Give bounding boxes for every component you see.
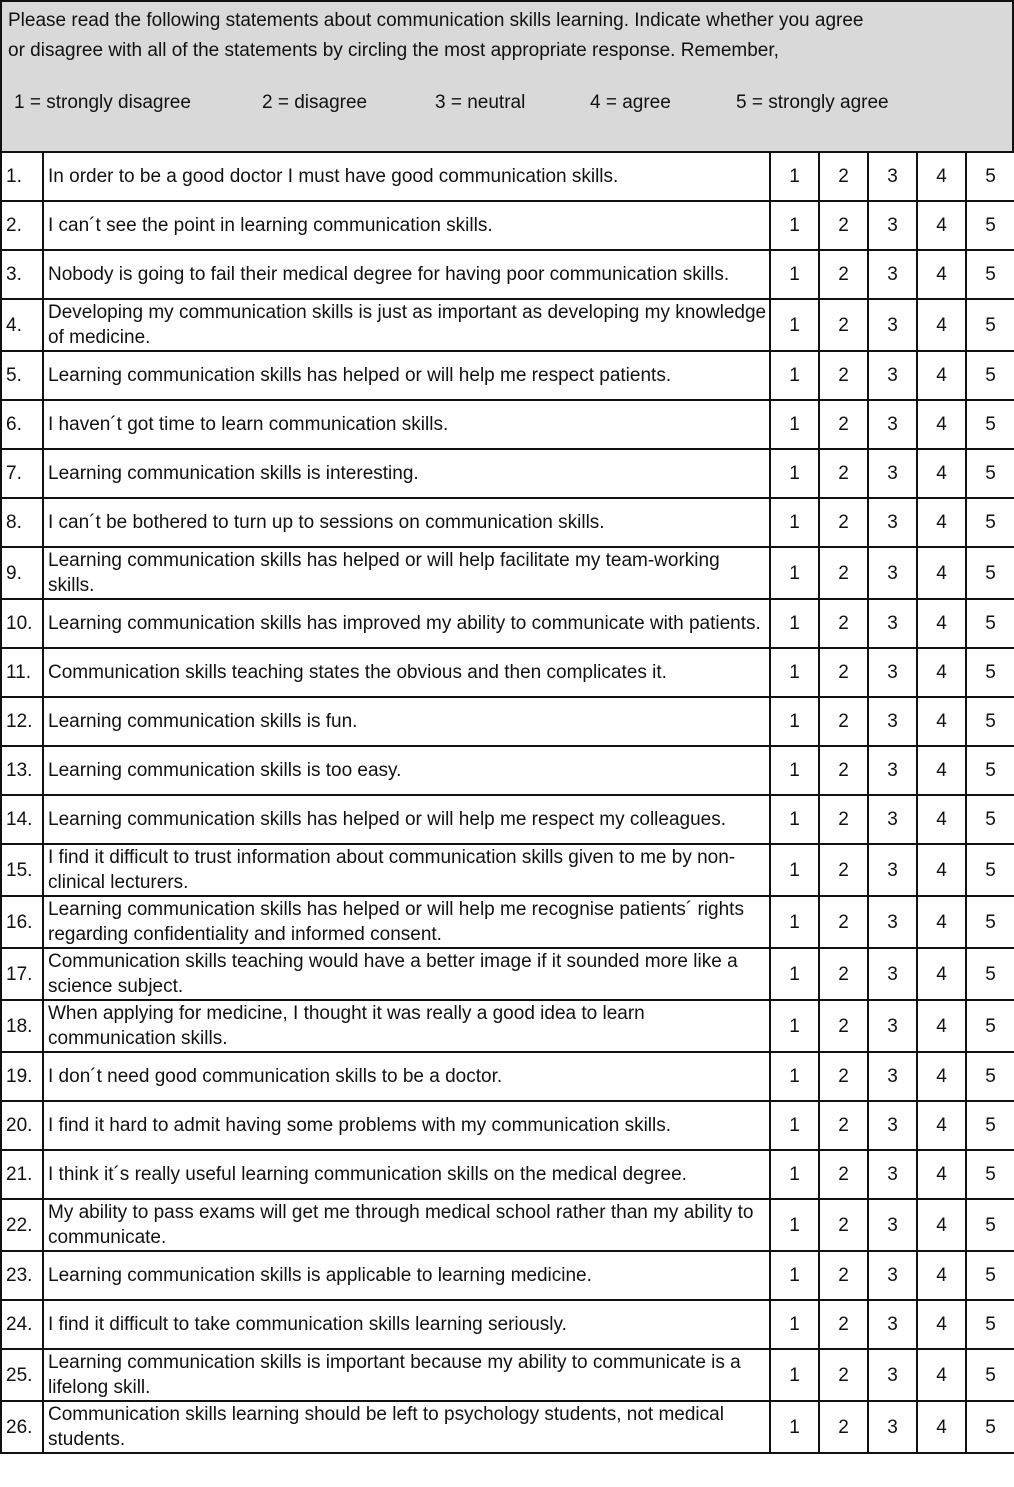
response-option-3[interactable]: 3 [868,400,917,449]
statement-number: 18. [1,1000,43,1052]
response-option-1[interactable]: 1 [770,1101,819,1150]
response-option-4[interactable]: 4 [917,351,966,400]
statement-text: Learning communication skills has helped or will help facilitate my team-working skills. [43,547,770,599]
response-option-4[interactable]: 4 [917,498,966,547]
response-option-2[interactable]: 2 [819,250,868,299]
response-option-3[interactable]: 3 [868,844,917,896]
statement-number: 6. [1,400,43,449]
response-option-4[interactable]: 4 [917,1251,966,1300]
statement-number: 15. [1,844,43,896]
response-option-2[interactable]: 2 [819,1052,868,1101]
response-option-4[interactable]: 4 [917,896,966,948]
response-option-3[interactable]: 3 [868,201,917,250]
statement-number: 1. [1,152,43,201]
response-option-4[interactable]: 4 [917,250,966,299]
response-option-1[interactable]: 1 [770,400,819,449]
statement-number: 13. [1,746,43,795]
statement-row [1,1199,1014,1251]
statement-text: I haven´t got time to learn communication skills. [43,400,770,449]
scale-3: 3 = neutral [435,92,526,113]
response-option-1[interactable]: 1 [770,1150,819,1199]
statement-row [1,449,1014,498]
statement-row [1,1251,1014,1300]
statement-row [1,648,1014,697]
response-option-1[interactable]: 1 [770,351,819,400]
response-option-5[interactable]: 5 [966,201,1014,250]
response-option-3[interactable]: 3 [868,599,917,648]
response-option-4[interactable]: 4 [917,948,966,1000]
response-option-3[interactable]: 3 [868,1052,917,1101]
response-option-2[interactable]: 2 [819,746,868,795]
response-option-5[interactable]: 5 [966,1300,1014,1349]
response-option-2[interactable]: 2 [819,449,868,498]
response-option-4[interactable]: 4 [917,1000,966,1052]
statement-row [1,299,1014,351]
response-option-2[interactable]: 2 [819,795,868,844]
response-option-2[interactable]: 2 [819,648,868,697]
response-option-2[interactable]: 2 [819,351,868,400]
statement-text: I can´t see the point in learning communication skills. [43,201,770,250]
statement-row [1,250,1014,299]
response-option-5[interactable]: 5 [966,498,1014,547]
response-option-2[interactable]: 2 [819,1101,868,1150]
statement-text: Learning communication skills is interesting. [43,449,770,498]
response-option-3[interactable]: 3 [868,1150,917,1199]
response-option-1[interactable]: 1 [770,299,819,351]
response-option-2[interactable]: 2 [819,152,868,201]
response-option-2[interactable]: 2 [819,299,868,351]
statement-row [1,948,1014,1000]
statement-number: 16. [1,896,43,948]
response-option-5[interactable]: 5 [966,1000,1014,1052]
response-option-1[interactable]: 1 [770,1052,819,1101]
response-option-3[interactable]: 3 [868,1101,917,1150]
response-option-5[interactable]: 5 [966,844,1014,896]
statement-text: I find it difficult to take communication skills learning seriously. [43,1300,770,1349]
statement-row [1,400,1014,449]
statement-number: 10. [1,599,43,648]
response-option-5[interactable]: 5 [966,1052,1014,1101]
response-option-1[interactable]: 1 [770,1000,819,1052]
statement-text: My ability to pass exams will get me through medical school rather than my ability to communicate. [43,1199,770,1251]
statement-row [1,1150,1014,1199]
statement-row [1,201,1014,250]
statement-text: I find it hard to admit having some problems with my communication skills. [43,1101,770,1150]
response-option-5[interactable]: 5 [966,648,1014,697]
statement-number: 19. [1,1052,43,1101]
statement-text: Learning communication skills has helped or will help me recognise patients´ rights regarding confidentiality and informed consent. [43,896,770,948]
response-option-5[interactable]: 5 [966,599,1014,648]
statement-row [1,1000,1014,1052]
response-option-1[interactable]: 1 [770,547,819,599]
response-option-5[interactable]: 5 [966,896,1014,948]
response-option-4[interactable]: 4 [917,201,966,250]
statement-number: 20. [1,1101,43,1150]
statement-number: 12. [1,697,43,746]
response-option-1[interactable]: 1 [770,152,819,201]
response-option-1[interactable]: 1 [770,648,819,697]
statement-row [1,1300,1014,1349]
response-option-1[interactable]: 1 [770,449,819,498]
response-option-1[interactable]: 1 [770,201,819,250]
response-option-2[interactable]: 2 [819,201,868,250]
response-option-1[interactable]: 1 [770,1349,819,1401]
response-option-3[interactable]: 3 [868,1349,917,1401]
response-option-3[interactable]: 3 [868,152,917,201]
response-option-5[interactable]: 5 [966,948,1014,1000]
response-option-4[interactable]: 4 [917,1150,966,1199]
instructions-box [0,0,1014,153]
response-option-2[interactable]: 2 [819,1401,868,1453]
response-option-5[interactable]: 5 [966,1401,1014,1453]
response-option-5[interactable]: 5 [966,449,1014,498]
statement-text: Learning communication skills is fun. [43,697,770,746]
response-option-5[interactable]: 5 [966,152,1014,201]
response-option-4[interactable]: 4 [917,152,966,201]
statement-row [1,498,1014,547]
response-option-4[interactable]: 4 [917,795,966,844]
response-option-4[interactable]: 4 [917,599,966,648]
response-option-3[interactable]: 3 [868,547,917,599]
response-option-1[interactable]: 1 [770,795,819,844]
statement-text: Learning communication skills is important because my ability to communicate is a lifelong skill. [43,1349,770,1401]
statement-text: Communication skills learning should be left to psychology students, not medical students. [43,1401,770,1453]
response-option-4[interactable]: 4 [917,449,966,498]
statement-text: I can´t be bothered to turn up to sessions on communication skills. [43,498,770,547]
statement-row [1,1401,1014,1453]
statement-row [1,547,1014,599]
response-option-2[interactable]: 2 [819,844,868,896]
response-option-5[interactable]: 5 [966,697,1014,746]
response-option-3[interactable]: 3 [868,250,917,299]
response-option-1[interactable]: 1 [770,1251,819,1300]
statement-text: I don´t need good communication skills to be a doctor. [43,1052,770,1101]
response-option-2[interactable]: 2 [819,1199,868,1251]
response-option-3[interactable]: 3 [868,795,917,844]
statement-text: Nobody is going to fail their medical degree for having poor communication skills. [43,250,770,299]
scale-2: 2 = disagree [262,92,368,113]
response-option-1[interactable]: 1 [770,746,819,795]
response-option-3[interactable]: 3 [868,1251,917,1300]
response-option-4[interactable]: 4 [917,1349,966,1401]
response-option-2[interactable]: 2 [819,547,868,599]
response-option-5[interactable]: 5 [966,299,1014,351]
statements-table [0,151,1014,1454]
response-option-1[interactable]: 1 [770,844,819,896]
response-option-3[interactable]: 3 [868,948,917,1000]
scale-1: 1 = strongly disagree [14,92,191,113]
response-option-2[interactable]: 2 [819,948,868,1000]
response-option-4[interactable]: 4 [917,1052,966,1101]
statement-text: Learning communication skills has improved my ability to communicate with patients. [43,599,770,648]
response-option-2[interactable]: 2 [819,1150,868,1199]
statement-number: 21. [1,1150,43,1199]
response-option-2[interactable]: 2 [819,599,868,648]
response-option-3[interactable]: 3 [868,697,917,746]
statement-row [1,351,1014,400]
statement-text: Learning communication skills is too easy. [43,746,770,795]
response-option-3[interactable]: 3 [868,351,917,400]
response-option-5[interactable]: 5 [966,795,1014,844]
response-option-2[interactable]: 2 [819,1349,868,1401]
response-option-3[interactable]: 3 [868,1300,917,1349]
statement-number: 14. [1,795,43,844]
statement-number: 2. [1,201,43,250]
statement-text: Communication skills teaching states the obvious and then complicates it. [43,648,770,697]
response-option-2[interactable]: 2 [819,1000,868,1052]
response-option-4[interactable]: 4 [917,648,966,697]
response-option-2[interactable]: 2 [819,400,868,449]
response-option-3[interactable]: 3 [868,746,917,795]
response-option-4[interactable]: 4 [917,1300,966,1349]
statement-row [1,844,1014,896]
response-option-2[interactable]: 2 [819,896,868,948]
statement-text: Learning communication skills has helped or will help me respect patients. [43,351,770,400]
statement-text: In order to be a good doctor I must have good communication skills. [43,152,770,201]
statement-text: Developing my communication skills is just as important as developing my knowledge of medicine. [43,299,770,351]
response-option-3[interactable]: 3 [868,299,917,351]
response-option-3[interactable]: 3 [868,1401,917,1453]
scale-4: 4 = agree [590,92,671,113]
response-option-3[interactable]: 3 [868,896,917,948]
statement-number: 7. [1,449,43,498]
response-option-2[interactable]: 2 [819,1251,868,1300]
response-option-4[interactable]: 4 [917,547,966,599]
response-option-1[interactable]: 1 [770,1199,819,1251]
instructions-line-1: Please read the following statements about communication skills learning. Indicate whether you agree [8,10,864,31]
statements-body [1,152,1014,1453]
statement-row [1,697,1014,746]
response-option-1[interactable]: 1 [770,1300,819,1349]
response-option-5[interactable]: 5 [966,1199,1014,1251]
statement-number: 23. [1,1251,43,1300]
statement-number: 9. [1,547,43,599]
statement-row [1,896,1014,948]
response-option-3[interactable]: 3 [868,648,917,697]
statement-row [1,1052,1014,1101]
response-option-4[interactable]: 4 [917,400,966,449]
response-option-1[interactable]: 1 [770,250,819,299]
statement-row [1,746,1014,795]
statement-row [1,1101,1014,1150]
statement-text: I find it difficult to trust information about communication skills given to me by non-clinical lecturers. [43,844,770,896]
response-option-4[interactable]: 4 [917,844,966,896]
response-option-1[interactable]: 1 [770,697,819,746]
statement-number: 8. [1,498,43,547]
response-option-4[interactable]: 4 [917,697,966,746]
statement-text: I think it´s really useful learning communication skills on the medical degree. [43,1150,770,1199]
response-option-4[interactable]: 4 [917,299,966,351]
response-option-4[interactable]: 4 [917,1199,966,1251]
response-option-2[interactable]: 2 [819,1300,868,1349]
statement-text: When applying for medicine, I thought it was really a good idea to learn communication skills. [43,1000,770,1052]
response-option-5[interactable]: 5 [966,746,1014,795]
statement-number: 26. [1,1401,43,1453]
statement-row [1,795,1014,844]
response-option-1[interactable]: 1 [770,498,819,547]
statement-number: 3. [1,250,43,299]
statement-number: 17. [1,948,43,1000]
statement-number: 4. [1,299,43,351]
statement-text: Communication skills teaching would have a better image if it sounded more like a science subject. [43,948,770,1000]
response-option-3[interactable]: 3 [868,449,917,498]
response-option-3[interactable]: 3 [868,1000,917,1052]
scale-legend [14,92,1014,122]
response-option-5[interactable]: 5 [966,1251,1014,1300]
statement-text: Learning communication skills is applicable to learning medicine. [43,1251,770,1300]
statement-number: 22. [1,1199,43,1251]
statement-row [1,152,1014,201]
response-option-1[interactable]: 1 [770,948,819,1000]
response-option-2[interactable]: 2 [819,697,868,746]
response-option-5[interactable]: 5 [966,400,1014,449]
statement-number: 11. [1,648,43,697]
response-option-1[interactable]: 1 [770,1401,819,1453]
response-option-5[interactable]: 5 [966,547,1014,599]
statement-number: 25. [1,1349,43,1401]
response-option-3[interactable]: 3 [868,1199,917,1251]
response-option-1[interactable]: 1 [770,896,819,948]
response-option-3[interactable]: 3 [868,498,917,547]
response-option-5[interactable]: 5 [966,1150,1014,1199]
response-option-1[interactable]: 1 [770,599,819,648]
response-option-4[interactable]: 4 [917,1101,966,1150]
response-option-5[interactable]: 5 [966,1349,1014,1401]
statement-text: Learning communication skills has helped or will help me respect my colleagues. [43,795,770,844]
response-option-5[interactable]: 5 [966,1101,1014,1150]
statement-row [1,1349,1014,1401]
scale-5: 5 = strongly agree [736,92,889,113]
response-option-4[interactable]: 4 [917,1401,966,1453]
instructions-line-2: or disagree with all of the statements by circling the most appropriate response. Remember, [8,40,779,61]
statement-row [1,599,1014,648]
statement-number: 24. [1,1300,43,1349]
statement-number: 5. [1,351,43,400]
response-option-5[interactable]: 5 [966,250,1014,299]
response-option-4[interactable]: 4 [917,746,966,795]
response-option-5[interactable]: 5 [966,351,1014,400]
response-option-2[interactable]: 2 [819,498,868,547]
